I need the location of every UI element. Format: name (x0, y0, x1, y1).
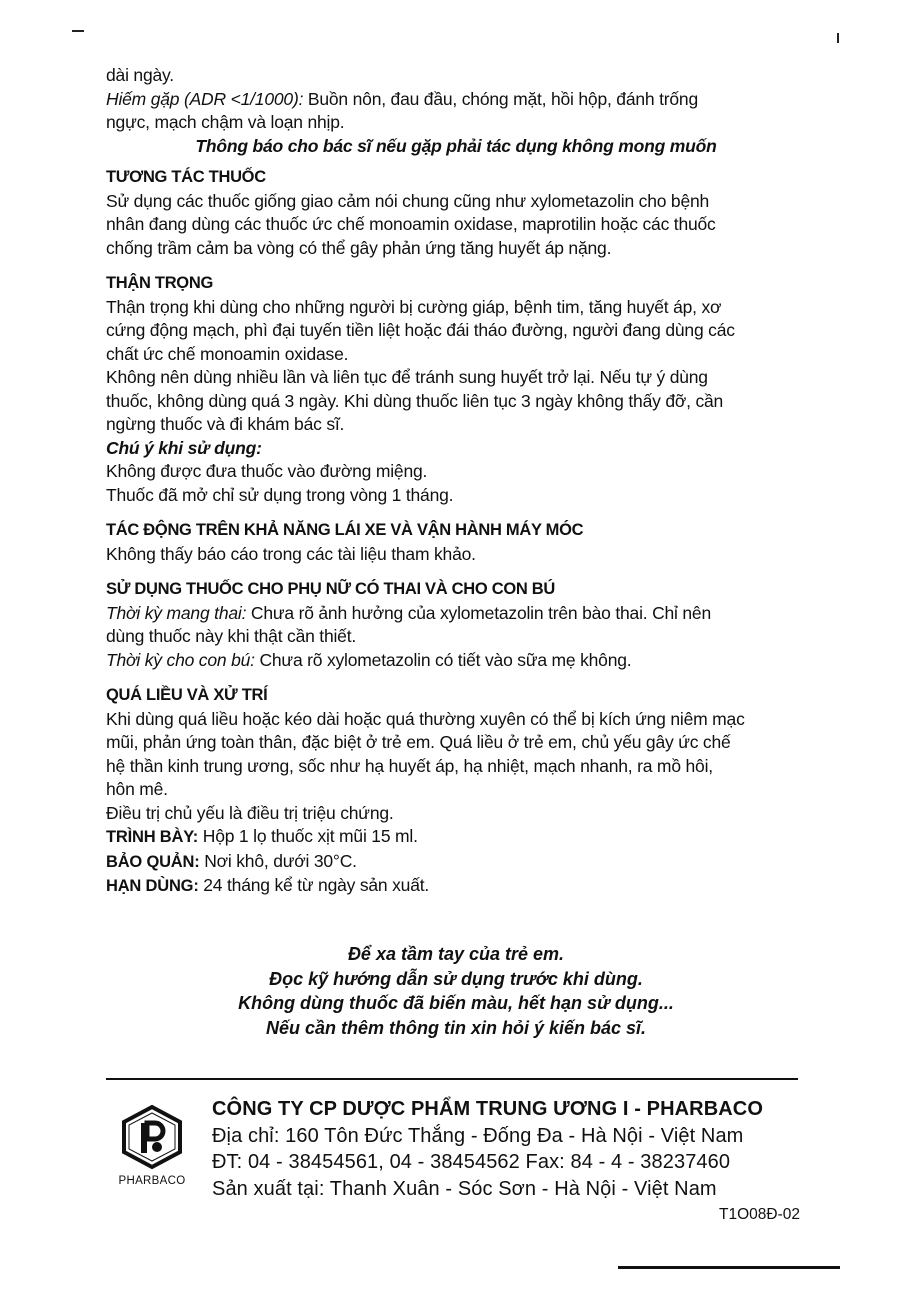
caution-line: ngừng thuốc và đi khám bác sĩ. (106, 414, 345, 434)
pregnancy-text-2: dùng thuốc này khi thật cần thiết. (106, 626, 357, 646)
warnings-block (106, 942, 806, 1040)
pregnancy-paragraph (106, 602, 806, 626)
warning-line: Để xa tầm tay của trẻ em. (347, 944, 565, 964)
driving-text: Không thấy báo cáo trong các tài liệu tham khảo. (106, 543, 476, 564)
caution-heading: THẬN TRỌNG (106, 274, 213, 292)
rare-effects-label: Hiếm gặp (ADR <1/1000): (106, 88, 304, 109)
pharbaco-logo-icon (112, 1104, 192, 1174)
pharbaco-logo (112, 1104, 192, 1204)
interactions-line: chống trầm cảm ba vòng có thể gây phản ứng tăng huyết áp nặng. (106, 237, 612, 258)
expiry-row (106, 874, 806, 899)
rare-effects-paragraph (106, 88, 806, 112)
leaflet-body (106, 64, 806, 899)
caution-line: cứng động mạch, phì đại tuyến tiền liệt hoặc đái tháo đường, người đang dùng các (106, 320, 735, 340)
nursing-paragraph (106, 649, 806, 673)
warning-line: Đọc kỹ hướng dẫn sử dụng trước khi dùng. (269, 968, 643, 989)
presentation-row (106, 825, 806, 850)
overdose-line: Điều trị chủ yếu là điều trị triệu chứng. (106, 802, 394, 823)
rare-effects-text-2: ngực, mạch chậm và loạn nhịp. (106, 112, 345, 132)
driving-section (106, 519, 806, 566)
bottom-rule (618, 1266, 840, 1269)
overdose-section (106, 684, 806, 825)
margin-tick-mark (837, 33, 839, 43)
company-name: CÔNG TY CP DƯỢC PHẨM TRUNG ƯƠNG I - PHARBACO (212, 1098, 763, 1120)
company-info (212, 1096, 802, 1202)
logo-caption: PHARBACO (118, 1175, 186, 1187)
interactions-line: nhân đang dùng các thuốc ức chế monoamin oxidase, maprotilin hoặc các thuốc (106, 214, 716, 234)
nursing-label: Thời kỳ cho con bú: (106, 649, 255, 670)
caution-line: Thận trọng khi dùng cho những người bị cường giáp, bệnh tim, tăng huyết áp, xơ (106, 296, 722, 317)
overdose-line: Khi dùng quá liều hoặc kéo dài hoặc quá thường xuyên có thể bị kích ứng niêm mạc (106, 708, 745, 729)
interactions-heading: TƯƠNG TÁC THUỐC (106, 168, 266, 186)
interactions-line: Sử dụng các thuốc giống giao cảm nói chung cũng như xylometazolin cho bệnh (106, 190, 710, 211)
storage-value: Nơi khô, dưới 30°C. (199, 850, 357, 871)
presentation-value: Hộp 1 lọ thuốc xịt mũi 15 ml. (198, 826, 418, 846)
usage-note-line: Thuốc đã mở chỉ sử dụng trong vòng 1 tháng. (106, 484, 454, 505)
storage-row (106, 850, 806, 875)
expiry-label: HẠN DÙNG: (106, 877, 199, 895)
rare-effects-text: Buồn nôn, đau đầu, chóng mặt, hồi hộp, đánh trống (303, 88, 698, 109)
footer-divider (106, 1078, 798, 1080)
usage-note-line: Không được đưa thuốc vào đường miệng. (106, 461, 428, 481)
warning-line: Không dùng thuốc đã biến màu, hết hạn sử dụng... (238, 993, 674, 1013)
overdose-line: hệ thần kinh trung ương, sốc như hạ huyết áp, hạ nhiệt, mạch nhanh, ra mồ hôi, (106, 755, 713, 776)
presentation-label: TRÌNH BÀY: (106, 828, 199, 846)
expiry-value: 24 tháng kể từ ngày sản xuất. (198, 875, 430, 895)
overdose-heading: QUÁ LIỀU VÀ XỬ TRÍ (106, 686, 268, 704)
caution-line: thuốc, không dùng quá 3 ngày. Khi dùng thuốc liên tục 3 ngày không thấy đỡ, cần (106, 390, 724, 411)
company-phone: ĐT: 04 - 38454561, 04 - 38454562 Fax: 84 - 4 - 38237460 (212, 1151, 731, 1173)
driving-heading: TÁC ĐỘNG TRÊN KHẢ NĂNG LÁI XE VÀ VẬN HÀNH MÁY MÓC (106, 521, 584, 539)
company-factory: Sản xuất tại: Thanh Xuân - Sóc Sơn - Hà Nội - Việt Nam (212, 1177, 717, 1200)
document-code: T1O08Đ-02 (719, 1206, 800, 1223)
overdose-line: mũi, phản ứng toàn thân, đặc biệt ở trẻ em. Quá liều ở trẻ em, chủ yếu gây ức chế (106, 732, 731, 752)
pregnancy-label: Thời kỳ mang thai: (106, 602, 247, 623)
continuation-text: dài ngày. (106, 65, 174, 85)
pregnancy-text: Chưa rõ ảnh hưởng của xylometazolin trên bào thai. Chỉ nên (246, 602, 712, 623)
side-effects-notice: Thông báo cho bác sĩ nếu gặp phải tác dụng không mong muốn (195, 135, 717, 156)
usage-note-label: Chú ý khi sử dụng: (106, 437, 262, 458)
storage-label: BẢO QUẢN: (106, 852, 200, 871)
caution-line: chất ức chế monoamin oxidase. (106, 343, 349, 364)
caution-section (106, 272, 806, 507)
pregnancy-heading: SỬ DỤNG THUỐC CHO PHỤ NỮ CÓ THAI VÀ CHO CON BÚ (106, 580, 555, 598)
overdose-line: hôn mê. (106, 779, 168, 799)
company-address: Địa chỉ: 160 Tôn Đức Thắng - Đống Đa - Hà Nội - Việt Nam (212, 1124, 744, 1147)
warning-line: Nếu cần thêm thông tin xin hỏi ý kiến bác sĩ. (265, 1017, 647, 1038)
margin-dash-mark (72, 30, 84, 32)
interactions-section (106, 166, 806, 260)
caution-line: Không nên dùng nhiều lần và liên tục để tránh sung huyết trở lại. Nếu tự ý dùng (106, 367, 708, 387)
pregnancy-section (106, 578, 806, 672)
nursing-text: Chưa rõ xylometazolin có tiết vào sữa mẹ không. (254, 649, 632, 670)
